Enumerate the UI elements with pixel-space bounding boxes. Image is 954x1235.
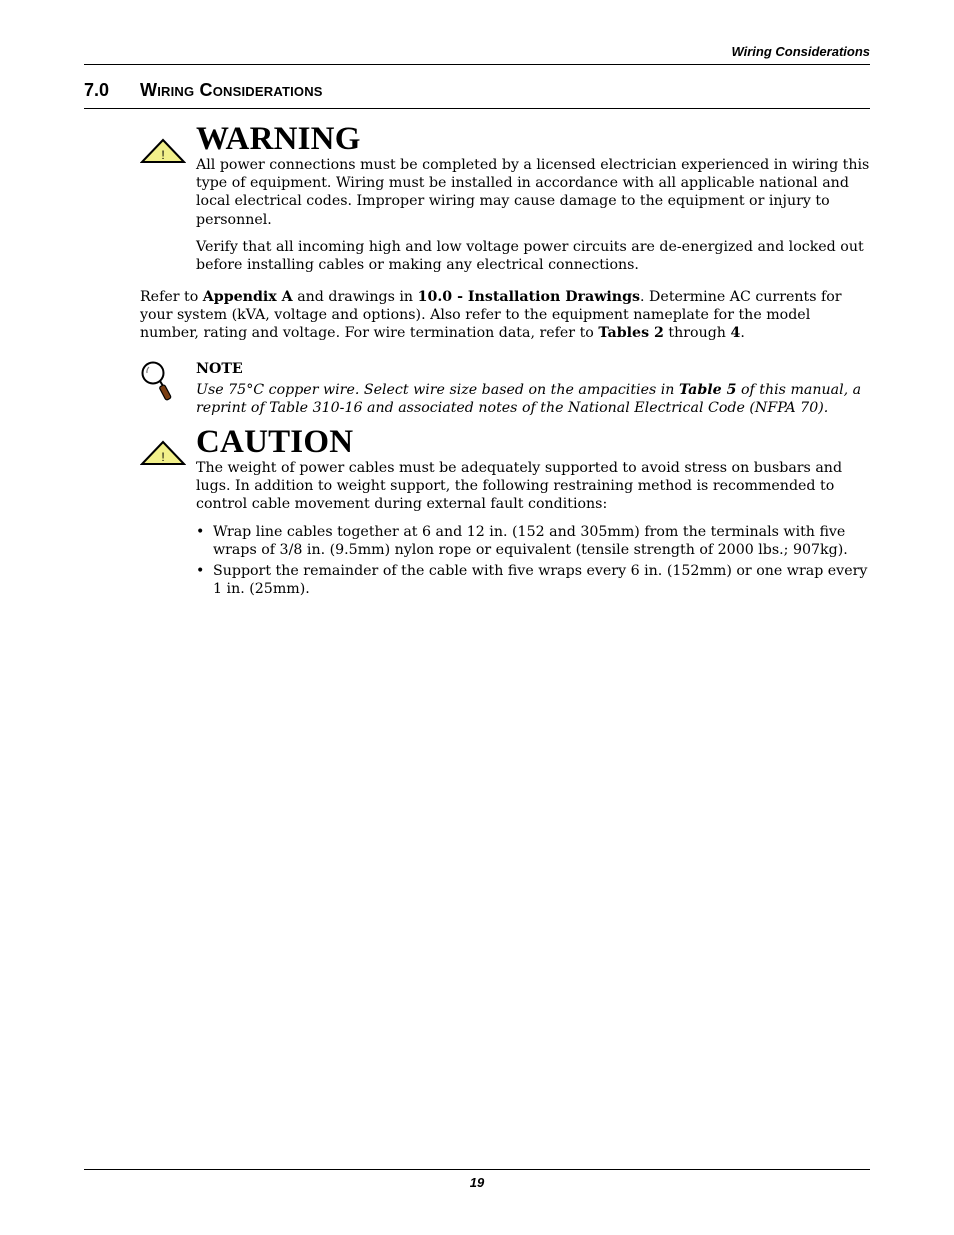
section-number: 7.0 [84, 80, 110, 100]
note-text-part: Use 75°C copper wire. Select wire size based on the ampacities in [196, 382, 679, 398]
intro-text: through [663, 325, 731, 342]
svg-text:!: ! [161, 148, 165, 162]
bullet-text: Support the remainder of the cable with five wraps every 6 in. (152mm) or one wrap every 1 in. (25mm). [213, 563, 868, 598]
section-rule [84, 108, 870, 109]
warning-triangle-icon [140, 138, 186, 168]
note-block [196, 360, 870, 417]
note-text-part: of this manual, a reprint of Table 310-16 and associated notes of the National Electrical Code (NFPA 70). [196, 382, 862, 417]
bullet-glyph: • [196, 523, 205, 540]
intro-text: Refer to [140, 289, 203, 305]
magnifier-icon [140, 360, 174, 408]
caution-paragraph: The weight of power cables must be adequately supported to avoid stress on busbars and lugs. In addition to weight support, the following restraining method is recommended to control cable movement during external fault conditions: [196, 460, 843, 513]
bullet-glyph: • [196, 563, 205, 580]
page-number: 19 [469, 1175, 485, 1190]
intro-text: and drawings in [292, 289, 418, 305]
drawings-ref: 10.0 - Installation Drawings [417, 289, 641, 305]
running-header: Wiring Considerations [731, 44, 870, 59]
bullet-text: Wrap line cables together at 6 and 12 in. (152 and 305mm) from the terminals with five wraps of 3/8 in. (9.5mm) nylon rope or equivalent (tensile strength of 2000 lbs.; 907kg). [213, 523, 848, 558]
header-rule [84, 64, 870, 65]
warning-paragraph-2: Verify that all incoming high and low voltage power circuits are de-energized and locked out before installing cables or making any electrical connections. [196, 238, 864, 274]
table-end-ref: 4 [730, 325, 741, 342]
intro-text: . [740, 325, 745, 342]
list-item [196, 523, 870, 559]
note-label: NOTE [196, 361, 243, 377]
caution-title: CAUTION [196, 424, 354, 460]
footer-rule [84, 1169, 870, 1170]
section-title-text: Wiring Considerations [140, 80, 323, 100]
caution-triangle-icon [140, 440, 186, 470]
warning-block [196, 122, 870, 274]
appendix-ref: Appendix A [202, 289, 293, 305]
tables-ref: Tables 2 [598, 325, 664, 342]
intro-paragraph [140, 288, 870, 343]
intro-text: . Determine AC currents for your system (kVA, voltage and options). Also refer to the equipment nameplate for the model number, rating and voltage. For wire termination data, refer to [140, 289, 842, 342]
note-text [196, 381, 870, 417]
svg-text:!: ! [161, 450, 165, 464]
caution-bullet-list [196, 523, 870, 599]
warning-paragraph-1: All power connections must be completed by a licensed electrician experienced in wiring this type of equipment. Wiring must be installed in accordance with all applicable national and local electrical codes. Improper wiring may cause damage to the equipment or injury to personnel. [196, 157, 870, 228]
list-item [196, 562, 870, 598]
warning-title: WARNING [196, 121, 361, 157]
section-title [84, 80, 323, 101]
caution-block [196, 425, 870, 601]
note-table-ref: Table 5 [678, 382, 737, 398]
